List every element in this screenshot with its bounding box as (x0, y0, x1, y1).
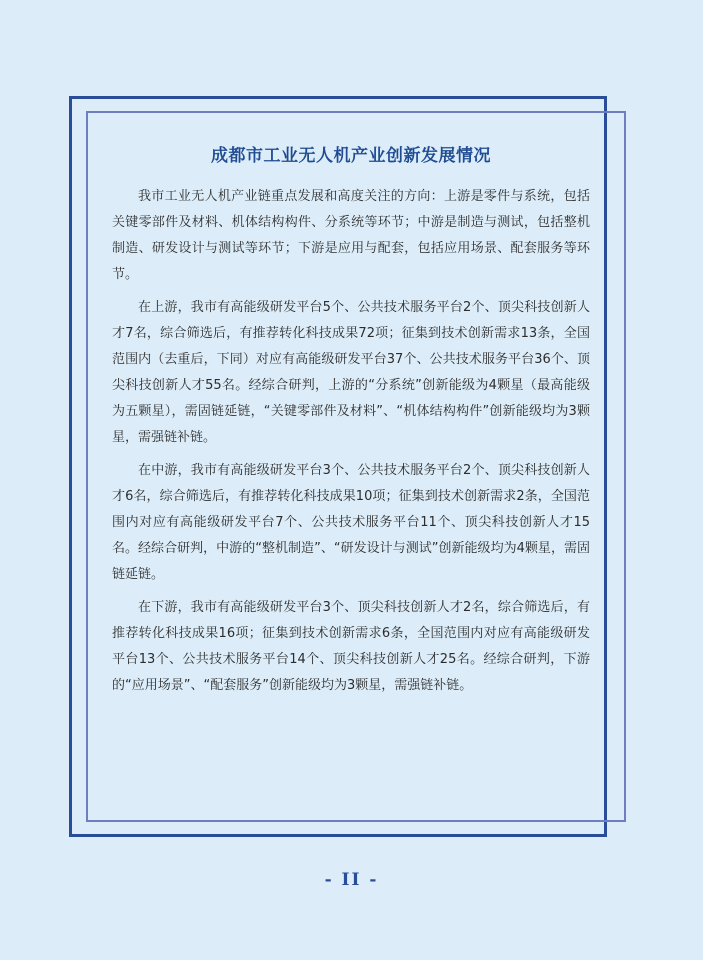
page-number: - II - (324, 870, 379, 890)
paragraph-midstream: 在中游，我市有高能级研发平台3个、公共技术服务平台2个、顶尖科技创新人才6名，综合筛选后，有推荐转化科技成果10项；征集到技术创新需求2条，全国范围内对应有高能级研发平台7个、公共技术服务平台11个、顶尖科技创新人才15名。经综合研判，中游的“整机制造”、“研发设计与测试”创新能级均为4颗星，需固链延链。 (112, 463, 590, 582)
page-title: 成都市工业无人机产业创新发展情况 (211, 146, 491, 166)
paragraph-downstream: 在下游，我市有高能级研发平台3个、顶尖科技创新人才2名，综合筛选后，有推荐转化科技成果16项；征集到技术创新需求6条，全国范围内对应有高能级研发平台13个、公共技术服务平台14个、顶尖科技创新人才25名。经综合研判，下游的“应用场景”、“配套服务”创新能级均为3颗星，需强链补链。 (112, 600, 590, 693)
document-body (112, 144, 590, 706)
paragraph-upstream: 在上游，我市有高能级研发平台5个、公共技术服务平台2个、顶尖科技创新人才7名，综合筛选后，有推荐转化科技成果72项；征集到技术创新需求13条，全国范围内（去重后，下同）对应有高能级研发平台37个、公共技术服务平台36个、顶尖科技创新人才55名。经综合研判，上游的“分系统”创新能级为4颗星（最高能级为五颗星），需固链延链，“关键零部件及材料”、“机体结构构件”创新能级均为3颗星，需强链补链。 (112, 300, 590, 445)
paragraph-intro: 我市工业无人机产业链重点发展和高度关注的方向：上游是零件与系统，包括关键零部件及材料、机体结构构件、分系统等环节；中游是制造与测试，包括整机制造、研发设计与测试等环节；下游是应用与配套，包括应用场景、配套服务等环节。 (112, 189, 590, 282)
